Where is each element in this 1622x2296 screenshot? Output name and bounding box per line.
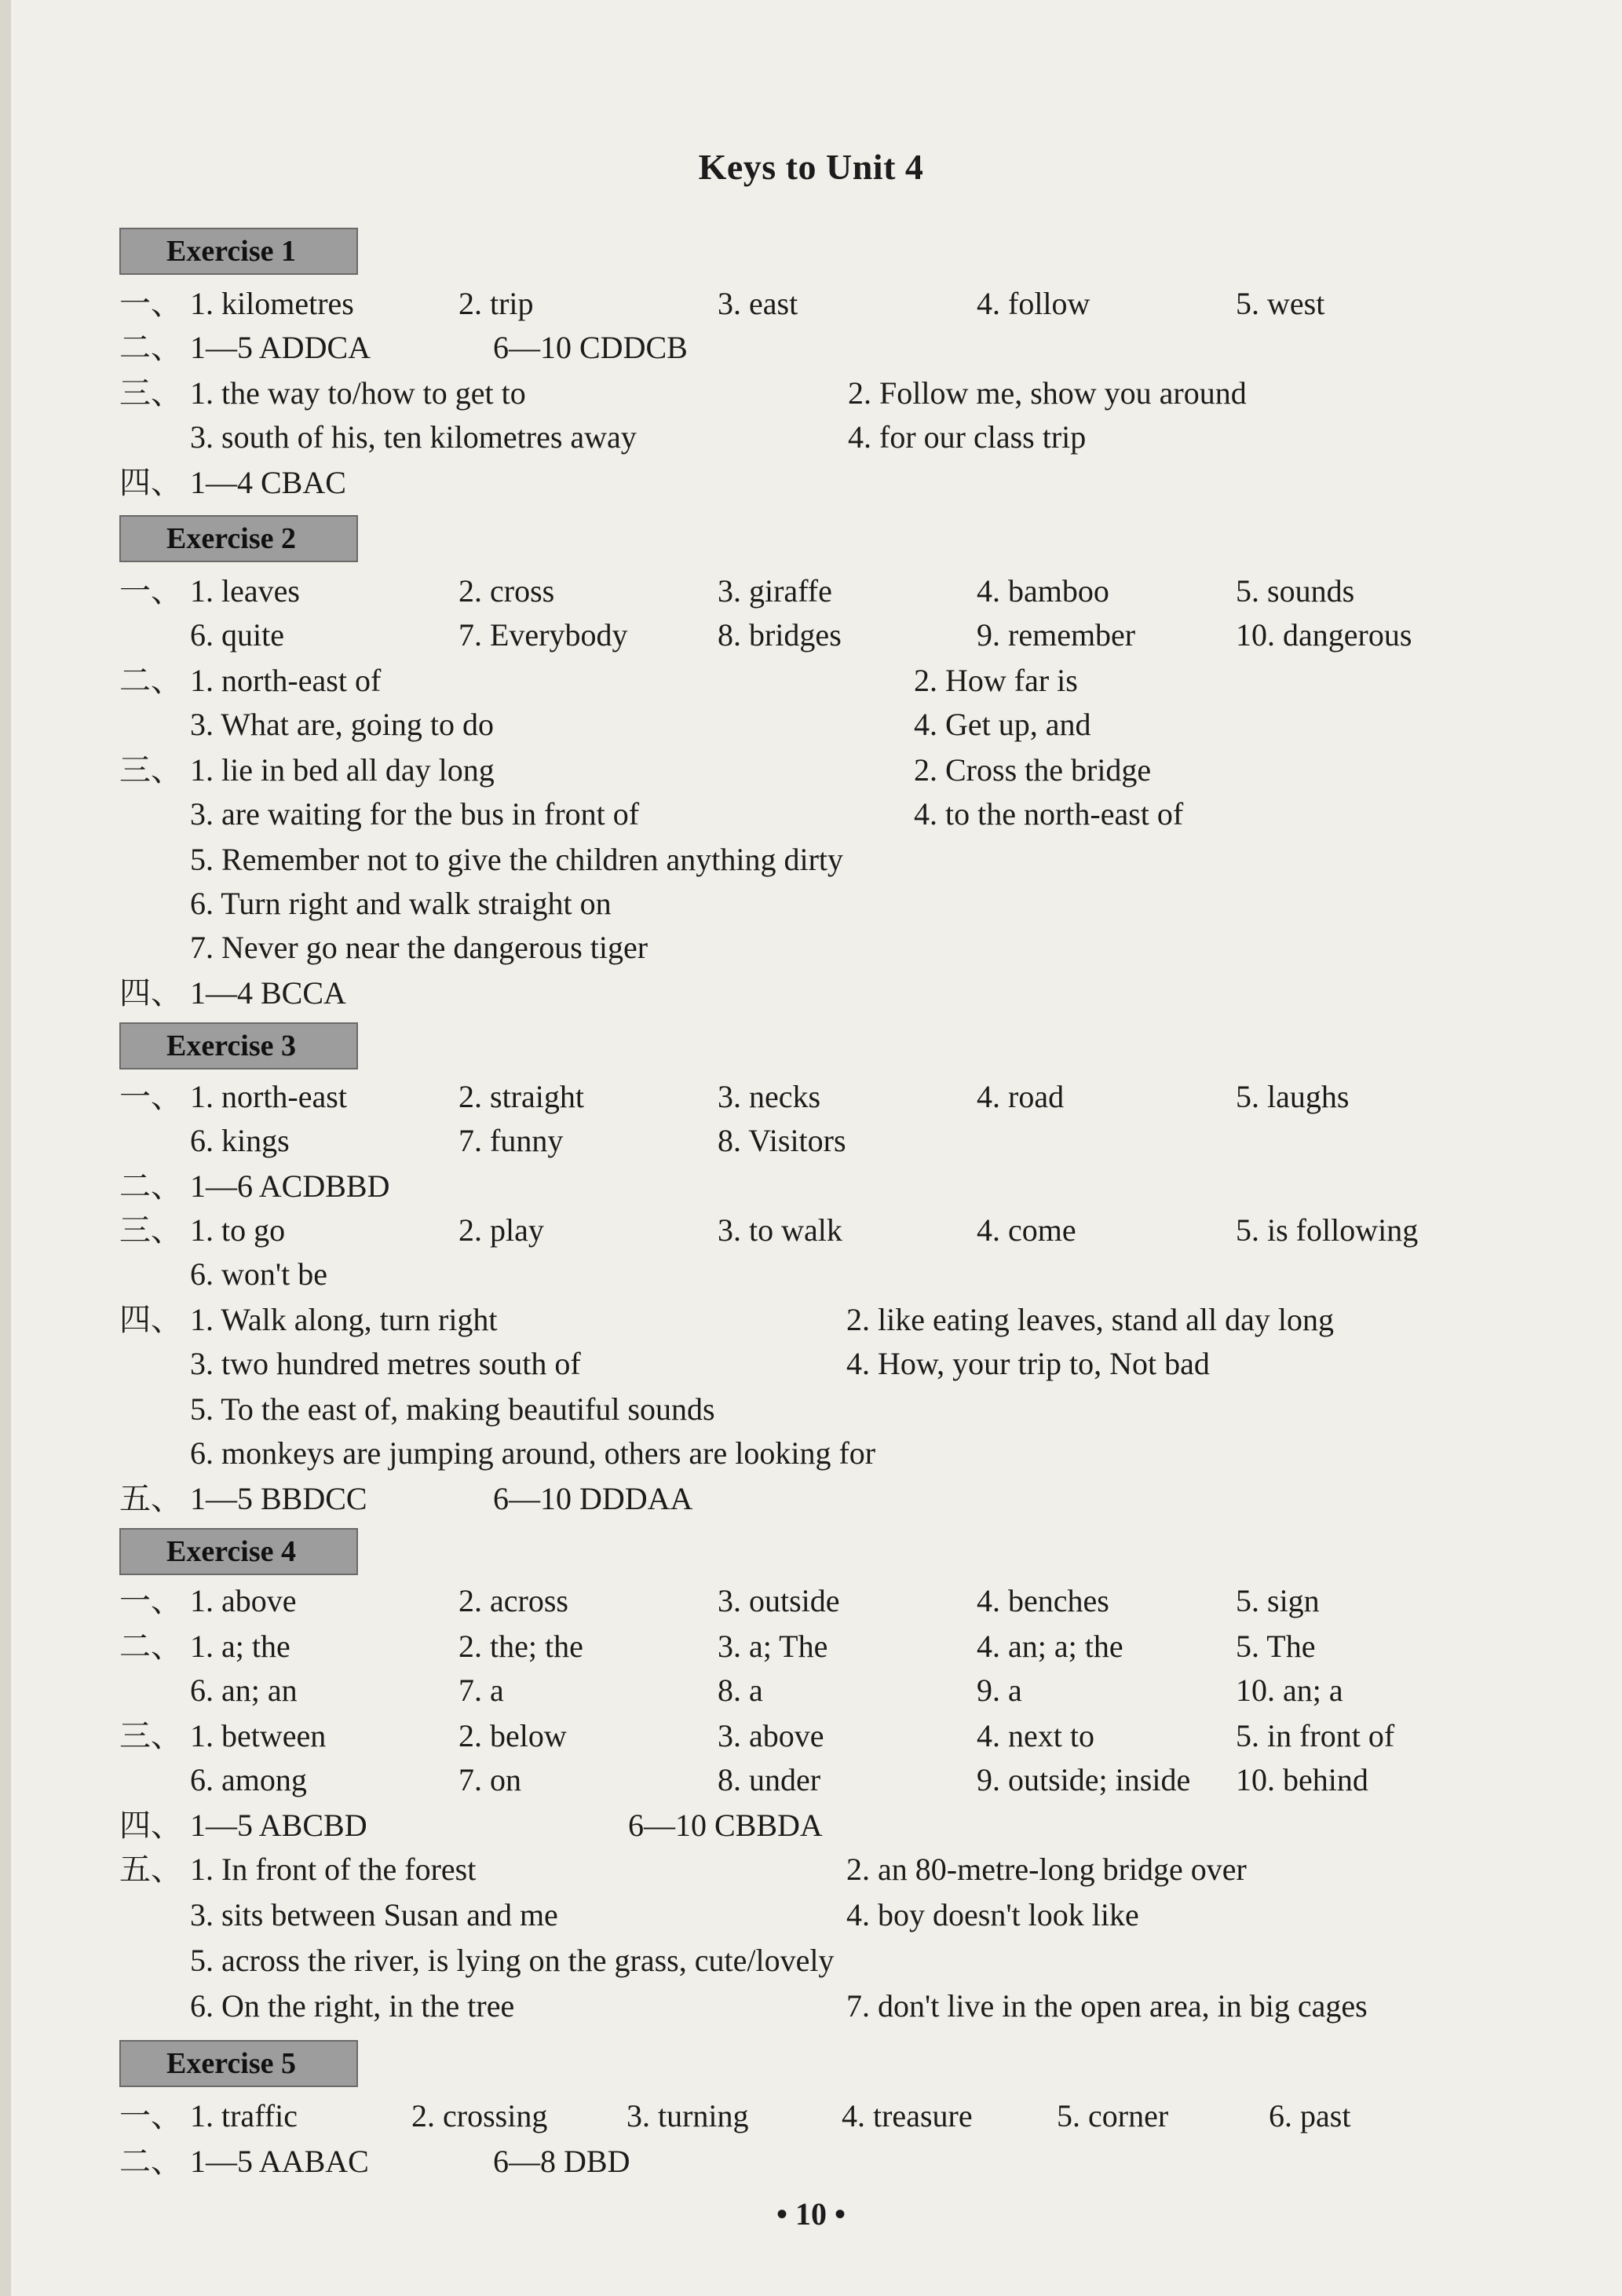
answer-item: 9. remember: [977, 617, 1136, 653]
answer-item: 6. won't be: [190, 1256, 327, 1292]
page-number: • 10 •: [776, 2196, 846, 2232]
answer-item: 7. Everybody: [458, 617, 628, 653]
answer-item: 3. necks: [718, 1079, 821, 1114]
answer-row: [119, 616, 1532, 655]
answer-item: 3. are waiting for the bus in front of: [190, 796, 640, 832]
answer-item: 1. kilometres: [190, 286, 354, 321]
answer-row: [119, 1434, 1532, 1473]
answer-row: [119, 1581, 1532, 1621]
answer-item: 5. sign: [1236, 1583, 1320, 1618]
exercise-heading: Exercise 1: [119, 228, 358, 275]
answer-item: 2. Cross the bridge: [914, 752, 1152, 788]
answer-item: 4. follow: [977, 286, 1090, 321]
answer-item: 6. monkeys are jumping around, others are looking for: [190, 1435, 876, 1471]
answer-item: 1—5 ABCBD: [190, 1808, 367, 1843]
section-label: 三、: [119, 1718, 182, 1753]
answer-row: [119, 1344, 1532, 1384]
answer-item: 6. among: [190, 1762, 307, 1797]
section-label: 二、: [119, 330, 182, 365]
answer-item: 6. quite: [190, 617, 284, 653]
section-label: 四、: [119, 975, 182, 1011]
answer-item: 4. come: [977, 1212, 1076, 1248]
exercise-heading: Exercise 2: [119, 515, 358, 562]
section-label: 五、: [119, 1852, 182, 1887]
answer-item: 2. How far is: [914, 663, 1078, 698]
answer-item: 1. north-east of: [190, 663, 382, 698]
answer-item: 4. boy doesn't look like: [846, 1897, 1139, 1932]
answer-row: [119, 840, 1532, 879]
answer-item: 3. sits between Susan and me: [190, 1897, 558, 1932]
answer-item: 2. Follow me, show you around: [848, 375, 1247, 411]
answer-row: [119, 795, 1532, 834]
answer-item: 4. an; a; the: [977, 1629, 1123, 1664]
answer-row: [119, 463, 1532, 503]
answer-item: 4. for our class trip: [848, 419, 1087, 455]
section-label: 四、: [119, 1302, 182, 1337]
answer-item: 2. the; the: [458, 1629, 583, 1664]
answer-item: 3. What are, going to do: [190, 707, 494, 742]
answer-item: 5. To the east of, making beautiful sounds: [190, 1391, 715, 1427]
answer-item: 6—10 DDDAA: [493, 1481, 693, 1516]
section-label: 二、: [119, 1168, 182, 1204]
answer-item: 1—5 BBDCC: [190, 1481, 367, 1516]
page-edge: [0, 0, 11, 2296]
answer-item: 3. two hundred metres south of: [190, 1346, 581, 1381]
exercise-heading: Exercise 4: [119, 1528, 358, 1575]
answer-item: 7. Never go near the dangerous tiger: [190, 930, 648, 965]
answer-item: 3. giraffe: [718, 573, 832, 609]
answer-item: 5. The: [1236, 1629, 1316, 1664]
answer-row: [119, 1896, 1532, 1935]
answer-row: [119, 1941, 1532, 1980]
answer-item: 4. to the north-east of: [914, 796, 1184, 832]
answer-item: 3. to walk: [718, 1212, 842, 1248]
section-label: 二、: [119, 2144, 182, 2179]
section-label: 五、: [119, 1481, 182, 1516]
answer-row: [119, 1255, 1532, 1294]
answer-row: [119, 1479, 1532, 1519]
answer-item: 4. next to: [977, 1718, 1094, 1753]
answer-item: 2. trip: [458, 286, 534, 321]
answer-item: 5. laughs: [1236, 1079, 1350, 1114]
answer-item: 3. above: [718, 1718, 824, 1753]
answer-row: [119, 751, 1532, 790]
section-label: 三、: [119, 752, 182, 788]
answer-row: [119, 1717, 1532, 1756]
answer-row: [119, 1167, 1532, 1206]
answer-item: 5. sounds: [1236, 573, 1355, 609]
answer-item: 3. east: [718, 286, 798, 321]
answer-item: 6—10 CDDCB: [493, 330, 688, 365]
answer-item: 2. crossing: [411, 2098, 548, 2133]
answer-item: 5. Remember not to give the children anything dirty: [190, 842, 844, 877]
answer-row: [119, 928, 1532, 967]
answer-item: 5. in front of: [1236, 1718, 1395, 1753]
answer-item: 4. benches: [977, 1583, 1109, 1618]
answer-item: 8. a: [718, 1673, 763, 1708]
answer-item: 4. Get up, and: [914, 707, 1091, 742]
answer-row: [119, 284, 1532, 324]
answer-row: [119, 884, 1532, 923]
answer-item: 8. bridges: [718, 617, 842, 653]
answer-row: [119, 705, 1532, 744]
answer-item: 1. traffic: [190, 2098, 298, 2133]
answer-item: 10. behind: [1236, 1762, 1368, 1797]
answer-item: 6. an; an: [190, 1673, 298, 1708]
answer-row: [119, 1760, 1532, 1800]
answer-item: 5. across the river, is lying on the grass, cute/lovely: [190, 1943, 835, 1978]
answer-row: [119, 1850, 1532, 1889]
answer-item: 4. bamboo: [977, 573, 1109, 609]
answer-item: 9. a: [977, 1673, 1022, 1708]
answer-item: 8. under: [718, 1762, 821, 1797]
section-label: 二、: [119, 1629, 182, 1664]
answer-item: 6. kings: [190, 1123, 290, 1158]
answer-row: [119, 2097, 1532, 2136]
answer-item: 1—4 BCCA: [190, 975, 346, 1011]
answer-item: 4. treasure: [842, 2098, 973, 2133]
answer-item: 1—6 ACDBBD: [190, 1168, 390, 1204]
section-label: 四、: [119, 465, 182, 500]
page-title: Keys to Unit 4: [698, 147, 924, 187]
answer-item: 4. road: [977, 1079, 1065, 1114]
answer-item: 1—5 ADDCA: [190, 330, 371, 365]
answer-item: 7. a: [458, 1673, 504, 1708]
answer-item: 2. straight: [458, 1079, 584, 1114]
answer-item: 8. Visitors: [718, 1123, 846, 1158]
answer-item: 1. to go: [190, 1212, 286, 1248]
section-label: 一、: [119, 1079, 182, 1114]
section-label: 一、: [119, 1583, 182, 1618]
answer-row: [119, 572, 1532, 611]
answer-item: 2. an 80-metre-long bridge over: [846, 1852, 1247, 1887]
answer-item: 2. across: [458, 1583, 568, 1618]
answer-row: [119, 328, 1532, 367]
answer-row: [119, 661, 1532, 700]
answer-item: 1. lie in bed all day long: [190, 752, 495, 788]
section-label: 三、: [119, 1212, 182, 1248]
answer-item: 1. a; the: [190, 1629, 290, 1664]
answer-row: [119, 974, 1532, 1013]
answer-item: 1—5 AABAC: [190, 2144, 369, 2179]
answer-row: [119, 1627, 1532, 1666]
answer-item: 2. play: [458, 1212, 544, 1248]
section-label: 一、: [119, 2098, 182, 2133]
answer-row: [119, 1211, 1532, 1250]
answer-item: 4. How, your trip to, Not bad: [846, 1346, 1210, 1381]
section-label: 一、: [119, 286, 182, 321]
section-label: 四、: [119, 1808, 182, 1843]
answer-item: 6—8 DBD: [493, 2144, 630, 2179]
answer-item: 6. On the right, in the tree: [190, 1988, 515, 2024]
answer-row: [119, 374, 1532, 413]
answer-item: 1. Walk along, turn right: [190, 1302, 498, 1337]
answer-row: [119, 1300, 1532, 1340]
answer-row: [119, 1671, 1532, 1710]
answer-item: 6—10 CBBDA: [628, 1808, 823, 1843]
answer-item: 9. outside; inside: [977, 1762, 1191, 1797]
answer-item: 1. north-east: [190, 1079, 347, 1114]
answer-item: 1. leaves: [190, 573, 300, 609]
exercise-heading: Exercise 5: [119, 2040, 358, 2087]
answer-item: 3. outside: [718, 1583, 840, 1618]
section-label: 一、: [119, 573, 182, 609]
answer-item: 2. below: [458, 1718, 567, 1753]
answer-item: 10. dangerous: [1236, 617, 1412, 653]
answer-row: [119, 418, 1532, 457]
answer-item: 5. corner: [1057, 2098, 1169, 2133]
answer-item: 3. a; The: [718, 1629, 828, 1664]
answer-item: 5. is following: [1236, 1212, 1419, 1248]
answer-item: 1. above: [190, 1583, 297, 1618]
answer-item: 1. the way to/how to get to: [190, 375, 526, 411]
answer-row: [119, 1987, 1532, 2026]
section-label: 二、: [119, 663, 182, 698]
answer-item: 7. funny: [458, 1123, 564, 1158]
answer-item: 10. an; a: [1236, 1673, 1343, 1708]
answer-item: 3. turning: [627, 2098, 749, 2133]
answer-row: [119, 1806, 1532, 1845]
answer-item: 5. west: [1236, 286, 1325, 321]
section-label: 三、: [119, 375, 182, 411]
answer-item: 6. Turn right and walk straight on: [190, 886, 612, 921]
answer-row: [119, 1390, 1532, 1429]
answer-item: 7. don't live in the open area, in big cages: [846, 1988, 1368, 2024]
answer-item: 3. south of his, ten kilometres away: [190, 419, 637, 455]
answer-item: 2. like eating leaves, stand all day long: [846, 1302, 1334, 1337]
exercise-heading: Exercise 3: [119, 1022, 358, 1069]
answer-item: 1—4 CBAC: [190, 465, 346, 500]
answer-row: [119, 2142, 1532, 2181]
answer-row: [119, 1077, 1532, 1117]
answer-row: [119, 1121, 1532, 1161]
answer-item: 2. cross: [458, 573, 555, 609]
answer-item: 1. between: [190, 1718, 327, 1753]
answer-item: 6. past: [1269, 2098, 1351, 2133]
answer-item: 1. In front of the forest: [190, 1852, 477, 1887]
answer-item: 7. on: [458, 1762, 521, 1797]
